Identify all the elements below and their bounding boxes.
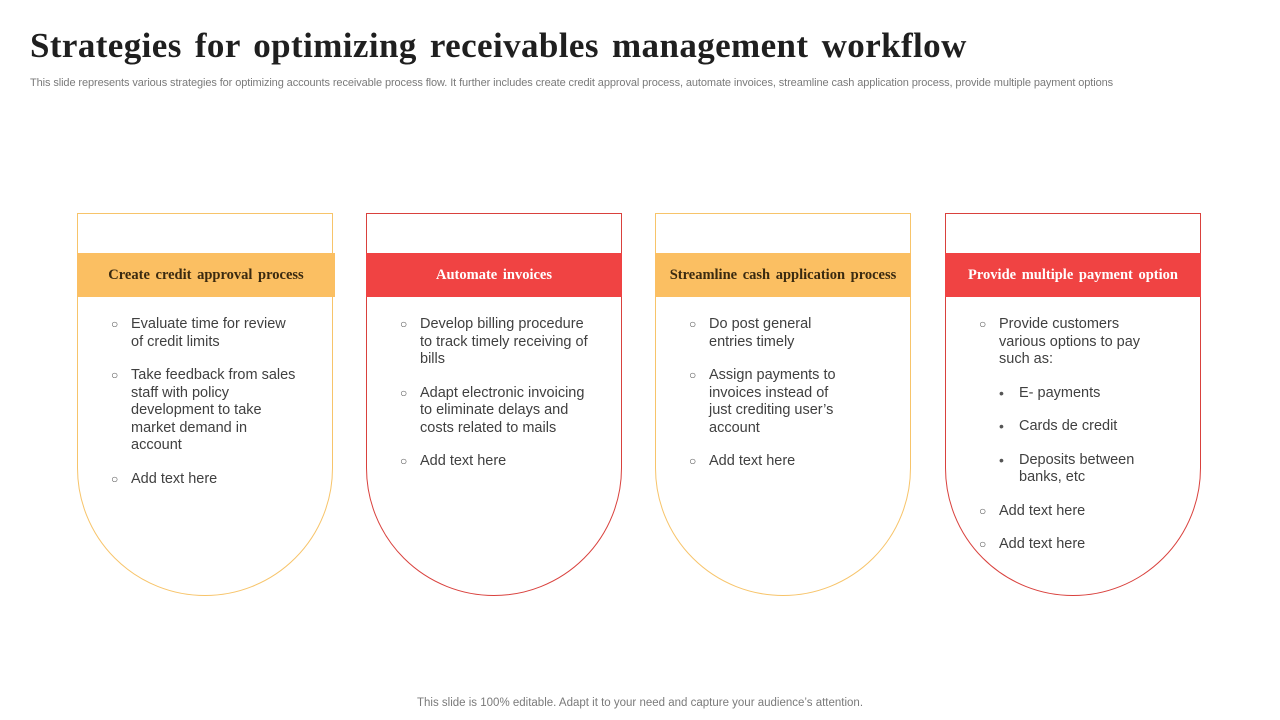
card-header: Automate invoices	[366, 253, 622, 297]
card-payment-options	[945, 213, 1201, 596]
list-item	[979, 316, 1149, 487]
list-item	[111, 471, 301, 489]
list-item-text: Add text here	[999, 502, 1086, 519]
page-title: Strategies for optimizing receivables management workflow	[30, 26, 967, 65]
card-credit-approval	[77, 213, 333, 596]
dot-bullet-icon: •	[999, 384, 1004, 401]
list-item	[689, 453, 849, 471]
card-items	[111, 316, 312, 504]
sub-list-item-text: E- payments	[1019, 384, 1101, 401]
list-item-text: Evaluate time for review of credit limits	[131, 316, 286, 350]
circle-bullet-icon: ○	[689, 368, 697, 382]
page-subtitle: This slide represents various strategies for optimizing accounts receivable process flow. It further includes create credit approval process, automate invoices, streamline cash application process, provide multiple payment options	[30, 77, 1114, 89]
list-item	[111, 316, 301, 351]
card-items	[689, 316, 890, 487]
list-item-text: Adapt electronic invoicing to eliminate delays and costs related to mails	[420, 384, 585, 436]
circle-bullet-icon: ○	[111, 471, 119, 486]
list-item	[689, 367, 849, 437]
card-items	[400, 316, 601, 487]
sub-list-item	[999, 452, 1149, 487]
circle-bullet-icon: ○	[400, 385, 408, 400]
list-item-text: Do post general entries timely	[709, 316, 812, 350]
circle-bullet-icon: ○	[979, 537, 987, 551]
list-item-text: Provide customers various options to pay such as:	[999, 316, 1141, 367]
list-item	[979, 503, 1149, 521]
circle-bullet-icon: ○	[400, 454, 408, 468]
circle-bullet-icon: ○	[111, 368, 119, 382]
dot-bullet-icon: •	[999, 451, 1004, 468]
circle-bullet-icon: ○	[689, 454, 697, 468]
card-streamline-cash	[655, 213, 911, 596]
list-item	[979, 536, 1149, 554]
list-item-text: Take feedback from sales staff with policy development to take market demand in account	[131, 367, 296, 453]
circle-bullet-icon: ○	[979, 503, 987, 518]
circle-bullet-icon: ○	[979, 317, 987, 331]
list-item-text: Add text here	[131, 470, 218, 487]
sub-list-item	[999, 418, 1149, 436]
list-item-text: Add text here	[999, 536, 1086, 552]
list-item	[400, 385, 590, 438]
list-item-text: Add text here	[709, 453, 796, 469]
card-header: Create credit approval process	[77, 253, 335, 297]
card-header: Streamline cash application process	[655, 253, 911, 297]
list-item	[689, 316, 849, 351]
card-header: Provide multiple payment option	[945, 253, 1201, 297]
circle-bullet-icon: ○	[689, 317, 697, 331]
list-item-text: Add text here	[420, 453, 507, 469]
dot-bullet-icon: •	[999, 418, 1004, 434]
card-items	[979, 316, 1180, 570]
sub-list-item	[999, 385, 1149, 403]
list-item-text: Assign payments to invoices instead of just crediting user’s account	[709, 367, 836, 436]
circle-bullet-icon: ○	[400, 317, 408, 331]
list-item	[400, 316, 590, 369]
footer-note: This slide is 100% editable. Adapt it to your need and capture your audience’s attention.	[416, 697, 864, 709]
list-item	[111, 367, 301, 455]
list-item	[400, 453, 590, 471]
circle-bullet-icon: ○	[111, 317, 119, 331]
list-item-text: Develop billing procedure to track timely receiving of bills	[420, 316, 588, 367]
sub-list-item-text: Deposits between banks, etc	[1019, 451, 1135, 485]
sub-list-item-text: Cards de credit	[1019, 418, 1118, 434]
card-automate-invoices	[366, 213, 622, 596]
sub-list	[999, 385, 1149, 487]
